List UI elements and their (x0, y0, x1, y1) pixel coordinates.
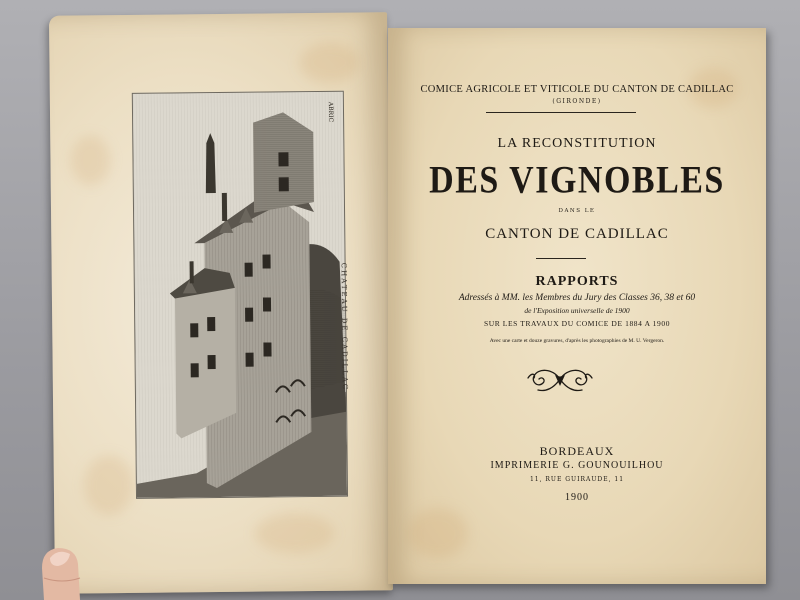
finger (38, 538, 84, 600)
rapports-line4: Avec une carte et douze gravures, d'après les photographies de M. U. Vergeron. (489, 338, 665, 344)
title-page (388, 28, 766, 584)
title-line1: LA RECONSTITUTION (497, 136, 657, 151)
svg-text:ABRIC: ABRIC (326, 101, 335, 123)
publisher-printer: IMPRIMERIE G. GOUNOUILHOU (490, 460, 664, 471)
chateau-engraving (132, 91, 348, 499)
rapports-line2: de l'Exposition universelle de 1900 (524, 306, 630, 315)
title-canton: CANTON DE CADILLAC (485, 226, 669, 242)
publisher-address: 11, RUE GUIRAUDE, 11 (529, 476, 625, 483)
rapports-line1: Adressés à MM. les Membres du Jury des Classes 36, 38 et 60 (458, 293, 696, 303)
publication-year: 1900 (565, 492, 589, 503)
left-page (49, 12, 393, 594)
title-main: DES VIGNOBLES (429, 159, 725, 202)
society-name: COMICE AGRICOLE ET VITICOLE DU CANTON DE CADILLAC (420, 84, 734, 95)
top-rule (486, 112, 636, 113)
plate-caption: CHATEAU DE CADILLAC (339, 262, 349, 392)
middle-rule (536, 258, 586, 259)
rapports-heading: RAPPORTS (535, 274, 619, 289)
publisher-city: BORDEAUX (539, 444, 615, 458)
title-dans: DANS LE (558, 208, 596, 214)
ornament-icon (524, 362, 596, 396)
rapports-line3: SUR LES TRAVAUX DU COMICE DE 1884 A 1900 (483, 319, 671, 328)
society-region: (GIRONDE) (552, 98, 602, 105)
